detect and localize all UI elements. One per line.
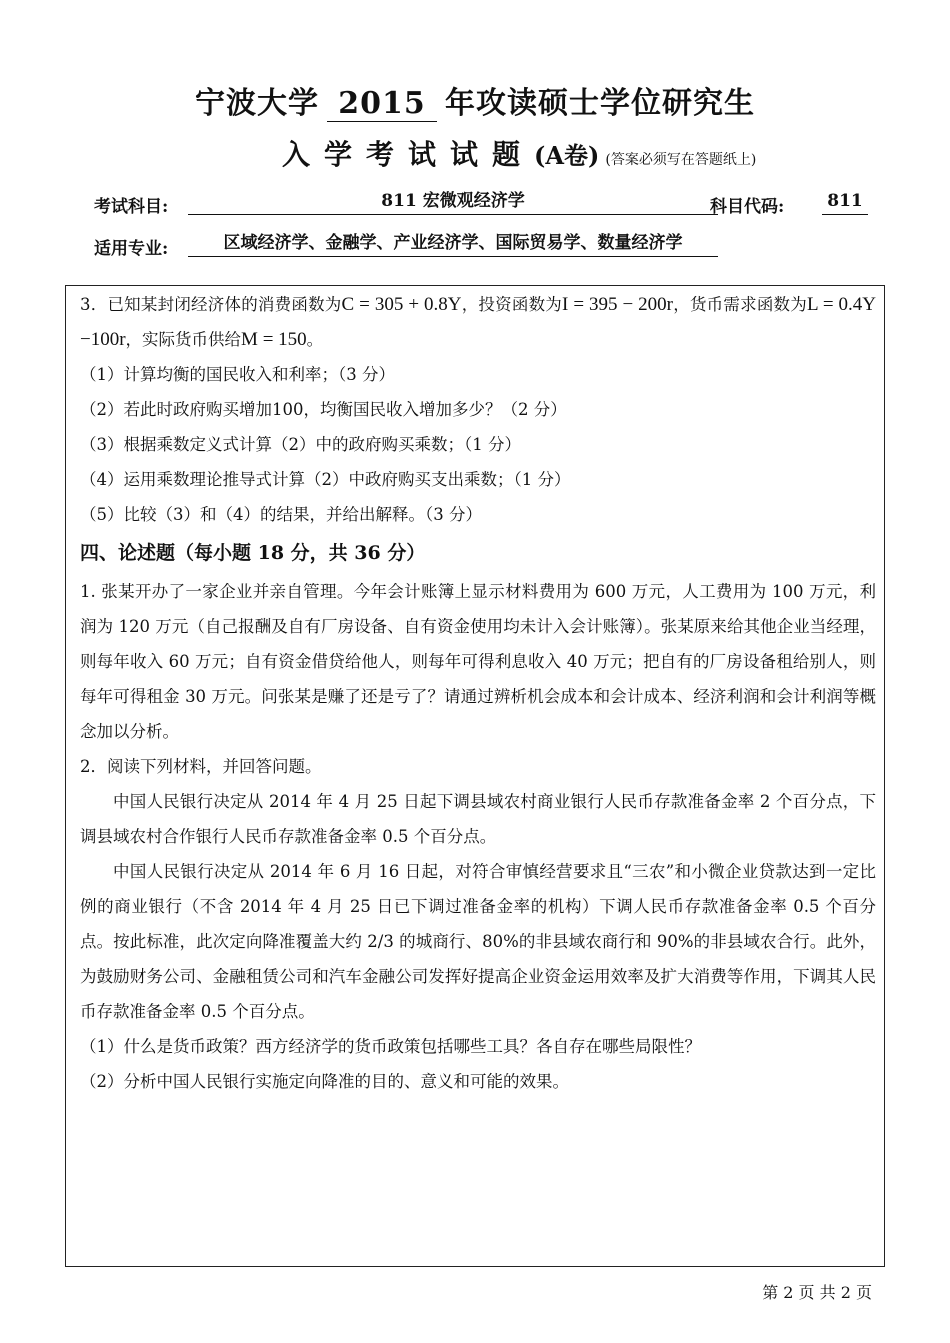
- exam-year: 2015: [327, 87, 437, 122]
- consumption-function: C = 305 + 0.8Y: [341, 294, 462, 315]
- subject-label: 考试科目:: [94, 197, 169, 217]
- money-supply: M = 150: [241, 329, 307, 350]
- s4-q2-part-1: （1）什么是货币政策？西方经济学的货币政策包括哪些工具？各自存在哪些局限性？: [80, 1037, 701, 1056]
- investment-function: I = 395 − 200r: [562, 294, 673, 315]
- code-value: 811: [822, 188, 868, 215]
- s4-question-2-intro: 2．阅读下列材料，并回答问题。: [80, 757, 322, 776]
- s4-q2-part-2: （2）分析中国人民银行实施定向降准的目的、意义和可能的效果。: [80, 1072, 569, 1091]
- s4-question-1: 1. 张某开办了一家企业并亲自管理。今年会计账簿上显示材料费用为 600 万元，人工费用为 100 万元，利润为 120 万元（自己报酬及自有厂房设备、自有资金使用均未计入会计账簿）。张某原来给其他企业当经理，则每年收入 60 万元；自有资金借贷给他人，则每年可得利息收入 40 万元；把自有的厂房设备租给别人，则每年可得租金 30 万元。问张某是赚了还是亏了？请通过辨析机会成本和会计成本、经济利润和会计利润等概念加以分析。: [80, 582, 876, 741]
- question-content: [80, 287, 876, 1099]
- s4-q2-material-1: 中国人民银行决定从 2014 年 4 月 25 日起下调县域农村商业银行人民币存款准备金率 2 个百分点，下调县域农村合作银行人民币存款准备金率 0.5 个百分点。: [80, 792, 876, 846]
- major-value: 区域经济学、金融学、产业经济学、国际贸易学、数量经济学: [188, 230, 718, 257]
- subject-value: 811 宏微观经济学: [188, 188, 718, 215]
- exam-subtitle: [282, 133, 756, 173]
- page-number: 第 2 页 共 2 页: [762, 1283, 872, 1302]
- money-demand-function: L = 0.4Y −100r: [80, 294, 877, 350]
- q3-part-4: （4）运用乘数理论推导式计算（2）中政府购买支出乘数；（1 分）: [80, 470, 571, 489]
- title-suffix: 年攻读硕士学位研究生: [445, 86, 755, 121]
- q3-stem: 3．已知某封闭经济体的消费函数为C = 305 + 0.8Y，投资函数为I = 395 − 200r，货币需求函数为L = 0.4Y −100r，实际货币供给M = 150。: [80, 294, 877, 350]
- q3-part-2: （2）若此时政府购买增加100，均衡国民收入增加多少？（2 分）: [80, 400, 567, 419]
- q3-part-3: （3）根据乘数定义式计算（2）中的政府购买乘数；（1 分）: [80, 435, 521, 454]
- subtitle-text: 入学考试试题: [282, 138, 535, 171]
- exam-title: [0, 78, 950, 122]
- code-label: 科目代码:: [710, 197, 785, 217]
- major-label: 适用专业:: [94, 239, 169, 259]
- q3-part-1: （1）计算均衡的国民收入和利率；（3 分）: [80, 365, 395, 384]
- answer-note: (答案必须写在答题纸上): [605, 152, 757, 168]
- paper-version: (A卷): [534, 141, 600, 170]
- q3-part-5: （5）比较（3）和（4）的结果，并给出解释。（3 分）: [80, 505, 482, 524]
- university-name: 宁波大学: [195, 86, 319, 121]
- s4-q2-material-2: 中国人民银行决定从 2014 年 6 月 16 日起，对符合审慎经营要求且“三农”和小微企业贷款达到一定比例的商业银行（不含 2014 年 4 月 25 日已下调过准备金率的机构）下调人民币存款准备金率 0.5 个百分点。按此标准，此次定向降准覆盖大约 2/3 的城商行、80%的非县域农商行和 90%的非县域农合行。此外，为鼓励财务公司、金融租赁公司和汽车金融公司发挥好提高企业资金运用效率及扩大消费等作用，下调其人民币存款准备金率 0.5 个百分点。: [80, 862, 876, 1021]
- section-4-heading: 四、论述题（每小题 18 分，共 36 分）: [80, 542, 426, 564]
